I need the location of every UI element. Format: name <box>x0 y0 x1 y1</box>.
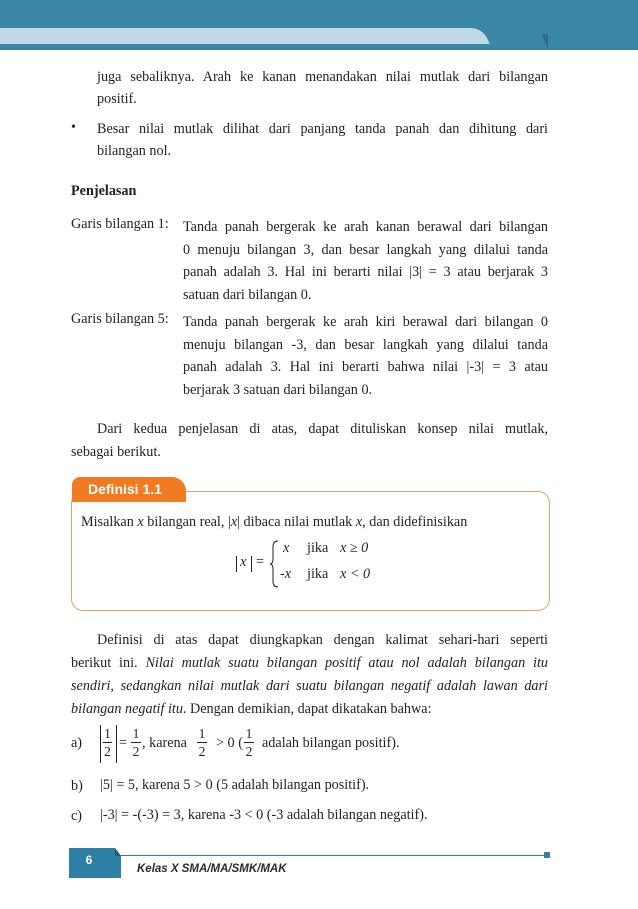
frac-den: 2 <box>245 744 253 759</box>
gl5-line: menuju bilangan -3, dan besar langkah yang dilalui tanda <box>183 336 548 353</box>
example-a-fraction-1 <box>103 726 112 760</box>
example-a-karena: , karena <box>142 735 187 751</box>
summary-line-2: sebagai berikut. <box>71 444 161 460</box>
example-b-text: |5| = 5, karena 5 > 0 (5 adalah bilangan positif). <box>100 777 370 793</box>
formula-brace <box>269 540 279 588</box>
definition-sentence <box>81 514 467 531</box>
explanation-line-4 <box>71 698 432 720</box>
def-var: x <box>137 514 144 530</box>
gl1-line: panah adalah 3. Hal ini berarti nilai |3| = 3 atau berjarak 3 <box>183 264 548 280</box>
page-number-badge <box>69 848 121 878</box>
def-text-b: bilangan real, | <box>143 514 231 530</box>
explanation-line-3-text: sendiri, sedangkan nilai mutlak dari suatu bilangan negatif adalah lawan dari <box>71 678 548 694</box>
summary-line-1: Dari kedua penjelasan di atas, dapat dituliskan konsep nilai mutlak, <box>97 421 548 437</box>
footer-square <box>544 852 550 858</box>
explanation-line-4a: bilangan negatif itu <box>71 701 183 717</box>
frac-den: 2 <box>198 744 206 759</box>
frac-den: 2 <box>132 744 140 759</box>
case1-word: jika <box>307 540 329 556</box>
example-a-fraction-2 <box>131 726 141 760</box>
book-title: Kelas X SMA/MA/SMK/MAK <box>137 863 287 875</box>
example-c-label: c) <box>71 808 83 824</box>
frac-num: 1 <box>104 726 111 741</box>
example-b-label: b) <box>71 778 83 794</box>
section-heading: Penjelasan <box>71 183 137 199</box>
example-c-text: |-3| = -(-3) = 3, karena -3 < 0 (-3 adalah bilangan negatif). <box>100 807 428 823</box>
garis-bilangan-1-text <box>183 216 548 306</box>
formula-lhs-var: x <box>240 554 247 570</box>
example-a-equals: = <box>119 735 128 751</box>
bullet-marker: • <box>71 120 76 135</box>
explanation-line-2b: Nilai mutlak suatu bilangan positif atau nol adalah bilangan itu <box>145 655 548 671</box>
example-a-end: adalah bilangan positif). <box>262 735 400 751</box>
example-a-fraction-4 <box>244 726 254 760</box>
garis-bilangan-5-label: Garis bilangan 5: <box>71 311 169 327</box>
case2-cond: x < 0 <box>340 566 371 582</box>
def-var: x <box>230 514 238 530</box>
case2-value: -x <box>280 566 292 582</box>
example-a-gt-zero: > 0 ( <box>216 735 243 751</box>
explanation-line-4b: . Dengan demikian, dapat dikatakan bahwa: <box>182 701 432 717</box>
frac-num: 1 <box>198 726 206 741</box>
example-a-label: a) <box>71 735 83 751</box>
page-number: 6 <box>85 853 93 867</box>
explanation-line-1: Definisi di atas dapat diungkapkan dengan kalimat sehari-hari seperti <box>97 632 548 648</box>
case1-cond: x ≥ 0 <box>340 540 369 556</box>
frac-den: 2 <box>104 744 111 759</box>
bullet-line-2: bilangan nol. <box>97 143 172 159</box>
header-bar <box>0 0 638 50</box>
def-text-a: Misalkan <box>81 514 138 530</box>
explanation-line-2 <box>71 652 548 674</box>
def-text-d: , dan didefinisikan <box>362 514 468 530</box>
example-a-fraction-3 <box>197 726 207 760</box>
gl1-line: 0 menuju bilangan 3, dan besar langkah yang dilalui tanda <box>183 241 548 258</box>
gl5-line: Tanda panah bergerak ke arah kiri berawal dari bilangan 0 <box>183 314 548 330</box>
gl5-line: panah adalah 3. Hal ini berarti bahwa nilai |-3| = 3 atau <box>183 359 548 375</box>
case2-word: jika <box>307 566 329 582</box>
case1-value: x <box>283 540 290 556</box>
bullet-line-1: Besar nilai mutlak dilihat dari panjang tanda panah dan dihitung dari <box>97 121 548 137</box>
def-text-c: | dibaca nilai mutlak <box>237 514 356 530</box>
frac-num: 1 <box>245 726 253 741</box>
gl5-line: berjarak 3 satuan dari bilangan 0. <box>183 381 373 398</box>
intro-line-2: positif. <box>97 91 137 107</box>
garis-bilangan-5-text <box>183 311 548 401</box>
footer-rule <box>120 855 545 856</box>
abs-definition-formula <box>236 538 386 590</box>
intro-line-1: juga sebaliknya. Arah ke kanan menandakan nilai mutlak dari bilangan <box>97 69 548 85</box>
gl1-line: Tanda panah bergerak ke arah kanan berawal dari bilangan <box>183 219 548 235</box>
gl1-line: satuan dari bilangan 0. <box>183 286 312 303</box>
formula-equals: = <box>256 554 265 570</box>
definition-tab: Definisi 1.1 <box>72 477 186 502</box>
explanation-line-2a: berikut ini. <box>71 655 146 671</box>
garis-bilangan-1-label: Garis bilangan 1: <box>71 216 169 232</box>
explanation-line-3 <box>71 675 548 697</box>
def-var: x <box>355 514 363 530</box>
frac-num: 1 <box>132 726 140 741</box>
